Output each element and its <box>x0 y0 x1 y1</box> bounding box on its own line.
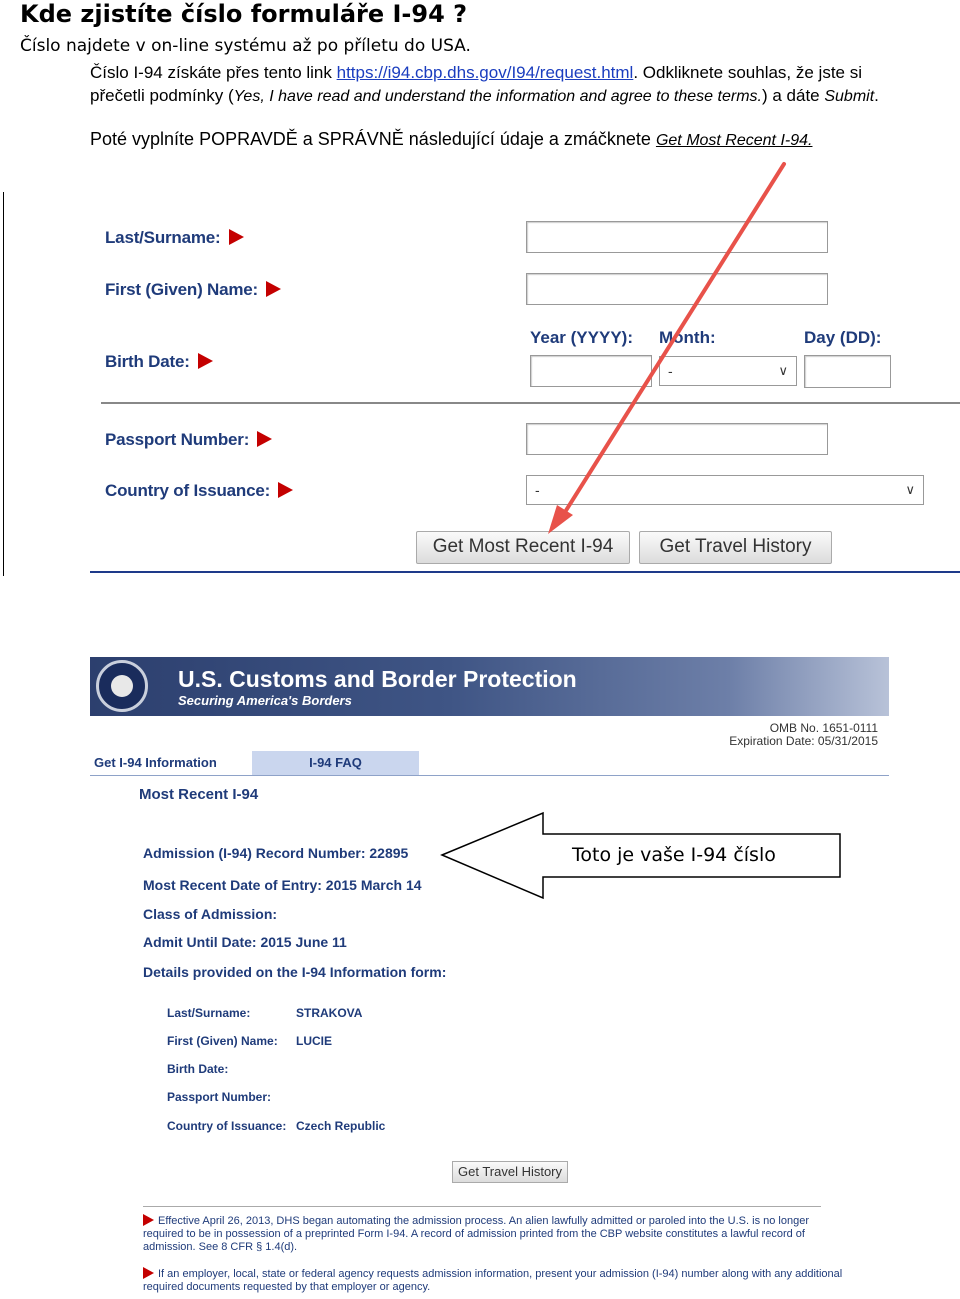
first-name-label-text: First (Given) Name: <box>105 280 259 299</box>
i94-request-link[interactable]: https://i94.cbp.dhs.gov/I94/request.html <box>336 63 634 82</box>
para-text-d: . <box>874 86 879 105</box>
chevron-down-icon: ∨ <box>778 363 788 378</box>
tab-get-i94-information[interactable]: Get I-94 Information <box>90 751 252 775</box>
admit-until-date: Admit Until Date: 2015 June 11 <box>143 934 347 950</box>
country-select-value: - <box>535 482 540 498</box>
detail-label: Birth Date: <box>167 1062 229 1076</box>
detail-label: First (Given) Name: <box>167 1034 278 1048</box>
month-select-value: - <box>668 363 673 379</box>
cbp-travel-history-button[interactable]: Get Travel History <box>452 1161 568 1183</box>
automation-note-text: Effective April 26, 2013, DHS began automating the admission process. An alien lawfully admitted or paroled into the U.S. is no longer required to be in possession of a preprinted Form I-94. A record of admission printed from the CBP website constitutes a lawful record of admission. See 8 CFR § 1.4(d). <box>143 1215 810 1253</box>
line4-button-ref: Get Most Recent I-94. <box>655 132 813 149</box>
detail-value: LUCIE <box>296 1034 332 1048</box>
pointer-arrow-line <box>560 164 784 520</box>
detail-label: Last/Surname: <box>167 1006 251 1020</box>
document-title: Kde zjistíte číslo formuláře I-94 ? <box>20 0 468 28</box>
employer-note-text: If an employer, local, state or federal agency requests admission information, present your admission (I-94) number along with any additional required documents requested by that employer or agency. <box>143 1268 843 1293</box>
country-label-text: Country of Issuance: <box>105 481 271 500</box>
intro-line: Číslo najdete v on-line systému až po příletu do USA. <box>20 36 471 56</box>
callout-text: Toto je vaše I-94 číslo <box>572 844 776 866</box>
detail-label: Passport Number: <box>167 1090 272 1104</box>
passport-label-text: Passport Number: <box>105 430 250 449</box>
detail-label: Country of Issuance: <box>167 1119 287 1133</box>
record-number: Admission (I-94) Record Number: 22895 <box>143 845 409 861</box>
section-title: Most Recent I-94 <box>139 786 259 803</box>
omb-number: OMB No. 1651-0111 <box>769 721 878 735</box>
get-travel-history-button[interactable]: Get Travel History <box>639 531 832 564</box>
birth-date-label-text: Birth Date: <box>105 352 190 371</box>
class-of-admission: Class of Admission: <box>143 906 278 922</box>
line4-text: Poté vyplníte POPRAVDĚ a SPRÁVNĚ následující údaje a zmáčknete <box>90 129 656 149</box>
day-label: Day (DD): <box>804 328 882 347</box>
agreement-text: Yes, I have read and understand the information and agree to these terms. <box>233 88 762 105</box>
submit-word: Submit <box>824 88 875 105</box>
para-text-c: ) a dáte <box>761 86 825 105</box>
para-text-a: Číslo I-94 získáte přes tento link <box>90 63 337 82</box>
detail-value: Czech Republic <box>296 1119 386 1133</box>
detail-value: STRAKOVA <box>296 1006 363 1020</box>
para-text-b: . Odkliknete souhlas, že jste si přečetli podmínky ( <box>90 63 863 105</box>
entry-date: Most Recent Date of Entry: 2015 March 14 <box>143 877 422 893</box>
chevron-down-icon: ∨ <box>905 482 915 497</box>
expiration-date: Expiration Date: 05/31/2015 <box>729 734 878 748</box>
get-most-recent-i94-button[interactable]: Get Most Recent I-94 <box>416 531 630 564</box>
cbp-subtitle: Securing America's Borders <box>178 693 352 708</box>
pointer-arrow-head-icon <box>548 505 573 534</box>
last-name-label-text: Last/Surname: <box>105 228 221 247</box>
tab-i94-faq[interactable]: I-94 FAQ <box>252 751 419 775</box>
details-header: Details provided on the I-94 Information form: <box>143 964 447 980</box>
cbp-title: U.S. Customs and Border Protection <box>178 666 577 692</box>
year-label: Year (YYYY): <box>530 328 633 347</box>
month-label: Month: <box>659 328 716 347</box>
